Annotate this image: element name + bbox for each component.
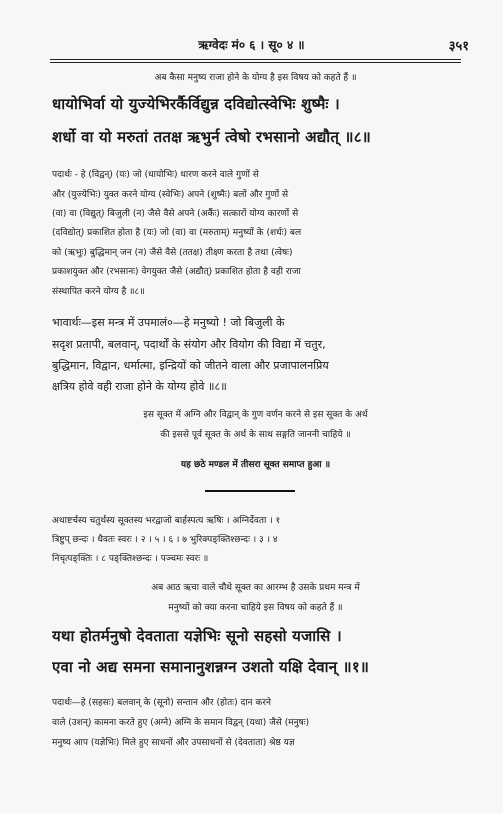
padartha-line: (दविद्योत्) प्रकाशित होता है (यः) जो (वा) वा (मरुताम्) मनुष्यों के (शर्धः) बल: [52, 228, 302, 238]
padartha-line: (वा) वा (विद्युत्) बिजुली (न) जैसे वैसे अपने (अर्कैः) सत्कारों योग्य कारणों से: [52, 209, 299, 219]
conclusion-line: इस सूक्त में अग्नि और विद्वान् के गुण वर्णन करने से इस सूक्त के अर्थ: [143, 410, 368, 420]
padartha-line: पदार्थः—हे (सहसः) बलवान् के (सूनो) सन्तान और (होतः) दान करने: [52, 698, 271, 708]
mantra-line: यथा होतर्मनुषो देवताता यज्ञेभिः सूनो सहसो यजासि ।: [52, 627, 342, 645]
padartha-line: मनुष्य आप (यज्ञेभिः) मिले हुए साधनों और उपसाधनों से (देवताता) श्रेष्ठ यज्ञ: [52, 738, 295, 748]
intro-line: मनुष्यों को क्या करना चाहिये इस विषय को कहते हैं ॥: [168, 603, 343, 613]
header-rule: [50, 59, 461, 60]
section-divider: [205, 490, 295, 492]
intro-line: अब कैसा मनुष्य राजा होने के योग्य है इस विषय को कहते हैं ॥: [154, 73, 357, 83]
bhavartha-line: बुद्धिमान, विद्वान, धर्मात्मा, इन्द्रियों को जीतने वाला और प्रजापालनप्रिय: [52, 359, 329, 372]
header-rule-2: [50, 62, 461, 63]
page-number: ३५१: [448, 39, 469, 54]
padartha-line: प्रकाशयुक्त और (रभसानः) वेगयुक्त जैसे (अद्यौत्) प्रकाशित होता है वही राजा: [52, 267, 301, 277]
padartha-line: संस्थापित करने योग्य है ॥८॥: [52, 287, 145, 297]
padartha-line: को (ऋभुः) बुद्धिमान् जन (न) जैसे वैसे (ततक्ष) तीक्ष्ण करता है तथा (त्वेषः): [52, 248, 293, 258]
mantra-line: एवा नो अद्य समना समानानुशन्नग्न उशतो यक्षि देवान् ॥१॥: [52, 658, 370, 676]
sukta-end-note: यह छठे मण्डल में तीसरा सूक्त समाप्त हुआ ॥: [180, 460, 331, 470]
padartha-line: वाले (उशन्) कामना करते हुए (अग्ने) अग्नि के समान विद्वन् (यथा) जैसे (मनुषः): [52, 718, 310, 728]
sukta-heading-line: त्रिष्टुप् छन्दः । धैवतः स्वरः । २ । ५ । ६ । ७ भुरिक्पङ्क्तिश्छन्दः । ३ । ४: [52, 535, 278, 545]
padartha-line: पदार्थः - हे (विद्वन्) (यः) जो (धायोभिः) धारण करने वाले गुणों से: [52, 170, 259, 180]
running-title: ऋग्वेदः मं० ६ । सू० ४ ॥: [198, 38, 305, 52]
bhavartha-line: सदृश प्रतापी, बलवान्, पदार्थों के संयोग और वियोग की विद्या में चतुर,: [52, 338, 326, 351]
sukta-heading-line: अथाष्टर्चस्य चतुर्थस्य सूक्तस्य भरद्वाजो बार्हस्पत्य ऋषिः । अग्निर्देवता । १: [52, 516, 281, 526]
page-header: [0, 36, 503, 54]
sukta-heading-line: निचृत्पङ्क्तिः । ८ पङ्क्तिश्छन्दः । पञ्चमः स्वरः ॥: [52, 554, 209, 564]
padartha-line: और (युज्येभिः) युक्त करने योग्य (स्वेभिः) अपने (शुष्मैः) बलों और गुणों से: [52, 190, 289, 200]
mantra-line: शर्धो वा यो मरुतां ततक्ष ऋभुर्न त्वेषो रभसानो अद्यौत् ॥८॥: [52, 128, 371, 146]
mantra-line: धायोभिर्वा यो युज्येभिरर्कैर्विद्युन्न दविद्योत्स्वेभिः शुष्मैः ।: [52, 95, 340, 113]
conclusion-line: की इससे पूर्व सूक्त के अर्थ के साथ सङ्गति जाननी चाहिये ॥: [160, 430, 351, 440]
intro-line: अब आठ ऋचा वाले चौथे सूक्त का आरम्भ है उसके प्रथम मन्त्र में: [151, 583, 360, 593]
bhavartha-line: भावार्थः—इस मन्त्र में उपमालं०—हे मनुष्यो ! जो बिजुली के: [52, 316, 285, 329]
bhavartha-line: क्षत्रिय होवे वही राजा होने के योग्य होवे ॥८॥: [52, 380, 227, 393]
